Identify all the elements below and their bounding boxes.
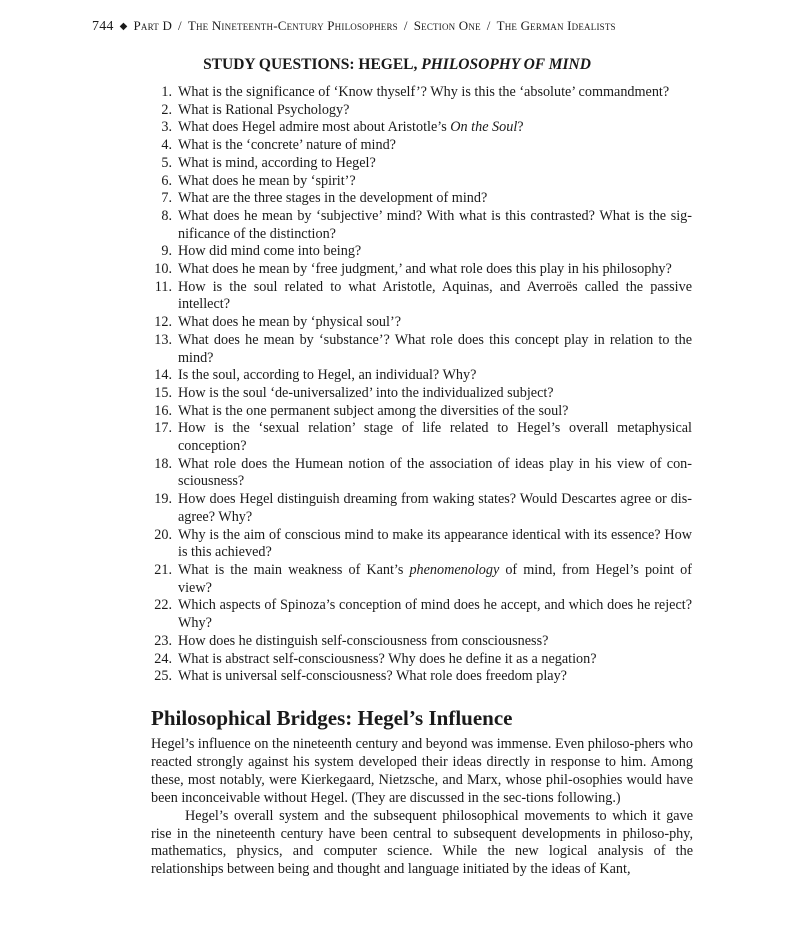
- question-number: 13.: [154, 331, 172, 348]
- question-text: What is universal self-consciousness? What role does freedom play?: [178, 668, 567, 685]
- question-text: What is Rational Psychology?: [178, 101, 350, 118]
- question-number: 14.: [154, 367, 172, 384]
- question-text: What is the main weakness of Kant’s: [178, 561, 410, 578]
- study-question: [150, 597, 692, 632]
- question-text: What is abstract self-consciousness? Why does he define it as a negation?: [178, 650, 597, 667]
- question-text: How did mind come into being?: [178, 243, 362, 260]
- study-question: [150, 84, 692, 102]
- question-text: Which aspects of Spinoza’s conception of mind does he accept, and which does he reject? Why?: [178, 597, 692, 632]
- question-number: 11.: [154, 278, 172, 295]
- question-text: What does he mean by ‘spirit’?: [178, 172, 356, 189]
- study-question: [150, 456, 692, 491]
- page-number: 744: [92, 19, 114, 34]
- study-questions-list: [150, 84, 692, 686]
- study-questions-title-prefix: STUDY QUESTIONS: HEGEL,: [203, 56, 422, 73]
- question-number: 18.: [154, 455, 172, 472]
- study-question: [150, 314, 692, 332]
- question-number: 6.: [161, 172, 172, 189]
- study-question: [150, 651, 692, 669]
- question-text: What is mind, according to Hegel?: [178, 154, 376, 171]
- separator: /: [486, 18, 491, 33]
- question-text: What are the three stages in the development of mind?: [178, 190, 488, 207]
- study-questions-title: [0, 56, 794, 74]
- question-text: What does Hegel admire most about Aristotle’s: [178, 119, 451, 136]
- study-question: [150, 668, 692, 686]
- study-question: [150, 261, 692, 279]
- body-paragraph: Hegel’s overall system and the subsequent philosophical movements to which it gave rise in the nineteenth century have been central to subsequent developments in philoso-phy, mathematics, physics, and computer science. While the new logical analysis of the relationships between being and thought and language initiated by the ideas of Kant,: [151, 807, 693, 878]
- question-number: 12.: [154, 314, 172, 331]
- study-question: [150, 173, 692, 191]
- question-text: How is the ‘sexual relation’ stage of life related to Hegel’s overall metaphysical conception?: [178, 420, 692, 455]
- study-question: [150, 208, 692, 243]
- question-text: What does he mean by ‘free judgment,’ and what role does this play in his philosophy?: [178, 261, 672, 278]
- question-text: Is the soul, according to Hegel, an individual? Why?: [178, 367, 477, 384]
- question-number: 21.: [154, 561, 172, 578]
- study-question: [150, 279, 692, 314]
- question-number: 2.: [161, 101, 172, 118]
- question-number: 9.: [161, 243, 172, 260]
- question-text: How does he distinguish self-consciousness from consciousness?: [178, 632, 549, 649]
- question-number: 25.: [154, 668, 172, 685]
- question-number: 15.: [154, 384, 172, 401]
- question-number: 24.: [154, 650, 172, 667]
- question-text: What does he mean by ‘physical soul’?: [178, 314, 401, 331]
- question-number: 8.: [161, 207, 172, 224]
- study-question: [150, 527, 692, 562]
- question-number: 3.: [161, 119, 172, 136]
- question-text: What is the significance of ‘Know thyself’? Why is this the ‘absolute’ commandment?: [178, 84, 670, 100]
- question-number: 19.: [154, 491, 172, 508]
- question-number: 23.: [154, 632, 172, 649]
- study-question: [150, 420, 692, 455]
- diamond-icon: ◆: [119, 21, 128, 32]
- question-number: 5.: [161, 154, 172, 171]
- study-question: [150, 332, 692, 367]
- section-title: The German Idealists: [496, 18, 616, 33]
- question-text: Why is the aim of conscious mind to make its appearance identical with its essence? How is this achieved?: [178, 526, 692, 561]
- question-text: How does Hegel distinguish dreaming from waking states? Would Descartes agree or dis-agree? Why?: [178, 491, 692, 525]
- study-question: [150, 633, 692, 651]
- study-question: [150, 562, 692, 597]
- study-question: [150, 403, 692, 421]
- question-text-tail: of mind, from Hegel’s point of view?: [178, 561, 692, 596]
- part-title: The Nineteenth-Century Philosophers: [187, 18, 398, 33]
- question-text: What is the one permanent subject among the diversities of the soul?: [178, 402, 569, 419]
- question-text: What is the ‘concrete’ nature of mind?: [178, 137, 396, 154]
- question-text: What does he mean by ‘subjective’ mind? With what is this contrasted? What is the sig-nificance of the distinction?: [178, 207, 692, 242]
- body-text: [151, 736, 693, 879]
- question-text: How is the soul related to what Aristotle, Aquinas, and Averroës called the passive intellect?: [178, 278, 692, 313]
- study-question: [150, 102, 692, 120]
- question-number: 16.: [154, 402, 172, 419]
- section-label: Section One: [413, 18, 481, 33]
- question-number: 22.: [154, 597, 172, 614]
- study-question: [150, 385, 692, 403]
- section-heading: Philosophical Bridges: Hegel’s Influence: [151, 706, 513, 730]
- study-question: [150, 243, 692, 261]
- separator: /: [403, 18, 408, 33]
- question-number: 4.: [161, 137, 172, 154]
- question-number: 10.: [154, 261, 172, 278]
- study-question: [150, 155, 692, 173]
- question-text: What role does the Humean notion of the association of ideas play in his view of con-sciousness?: [178, 455, 692, 490]
- study-question: [150, 137, 692, 155]
- question-italic-title: phenomenology: [409, 561, 500, 578]
- question-number: 20.: [154, 526, 172, 543]
- study-question: [150, 491, 692, 526]
- question-italic-title: On the Soul: [450, 119, 518, 136]
- question-number: 7.: [161, 190, 172, 207]
- study-question: [150, 119, 692, 137]
- running-head: [92, 18, 712, 35]
- question-text-tail: ?: [517, 119, 524, 136]
- question-text: What does he mean by ‘substance’? What role does this concept play in relation to the mind?: [178, 331, 692, 366]
- part-label: Part D: [133, 18, 173, 33]
- question-number: 17.: [154, 420, 172, 437]
- question-text: How is the soul ‘de-universalized’ into the individualized subject?: [178, 384, 554, 401]
- body-paragraph: Hegel’s influence on the nineteenth century and beyond was immense. Even philoso-phers who reacted strongly against his system developed their ideas directly in response to him. Among these, most notably, were Kierkegaard, Nietzsche, and Marx, whose phil-osophies would have been inconceivable without Hegel. (They are discussed in the sec-tions following.): [151, 736, 693, 806]
- study-question: [150, 190, 692, 208]
- question-number: 1.: [161, 84, 172, 100]
- study-question: [150, 367, 692, 385]
- separator: /: [178, 18, 182, 33]
- study-questions-title-work: PHILOSOPHY OF MIND: [421, 56, 591, 73]
